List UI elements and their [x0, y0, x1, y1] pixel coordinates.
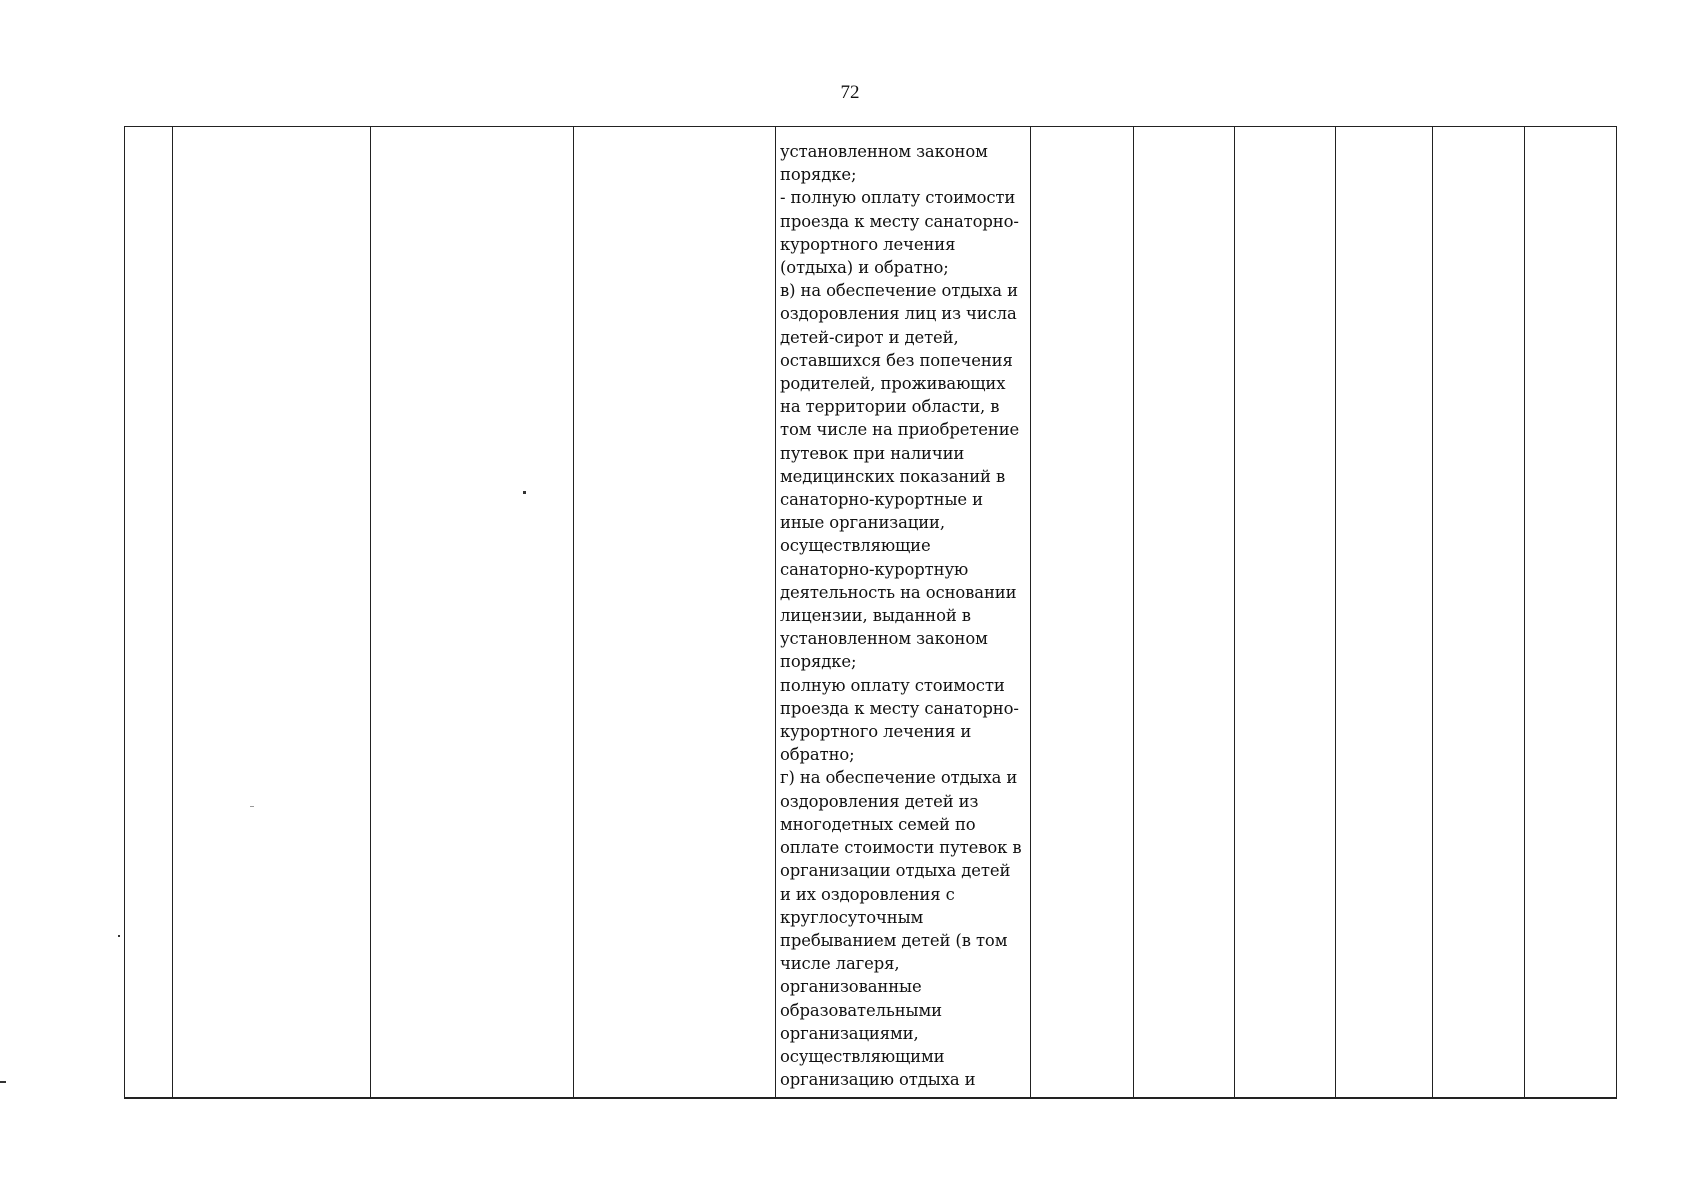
column-divider-9	[1432, 126, 1433, 1099]
scan-speck	[118, 935, 120, 937]
text-line: иные организации,	[780, 513, 945, 533]
text-line: лицензии, выданной в	[780, 606, 971, 626]
text-line: полную оплату стоимости	[780, 675, 1005, 695]
text-line: проезда к месту санаторно-	[780, 698, 1019, 718]
column-divider-8	[1335, 126, 1336, 1099]
column-divider-3	[573, 126, 574, 1099]
text-line: образовательными	[780, 1000, 942, 1020]
text-line: числе лагеря,	[780, 954, 900, 974]
text-line: - полную оплату стоимости	[780, 188, 1016, 208]
text-line: том числе на приобретение	[780, 420, 1020, 440]
text-line: родителей, проживающих	[780, 374, 1006, 394]
scan-speck	[250, 806, 254, 807]
text-line: многодетных семей по	[780, 814, 976, 834]
text-line: курортного лечения	[780, 234, 956, 254]
text-line: в) на обеспечение отдыха и	[780, 281, 1018, 301]
table-cell-text	[780, 140, 1030, 1091]
text-line: санаторно-курортные и	[780, 490, 983, 510]
text-line: круглосуточным	[780, 907, 924, 927]
text-line: установленном законом	[780, 629, 988, 649]
text-line: организациями,	[780, 1023, 919, 1043]
scan-mark	[0, 1081, 6, 1083]
text-line: установленном законом	[780, 142, 988, 161]
text-line: проезда к месту санаторно-	[780, 211, 1019, 231]
text-line: пребыванием детей (в том	[780, 930, 1008, 950]
text-line: и их оздоровления с	[780, 884, 955, 904]
text-line: г) на обеспечение отдыха и	[780, 768, 1018, 788]
text-line: курортного лечения и	[780, 722, 972, 742]
scan-speck	[523, 491, 526, 494]
column-divider-1	[172, 126, 173, 1099]
column-divider-4	[775, 126, 776, 1099]
text-line: порядке;	[780, 652, 857, 672]
column-divider-6	[1133, 126, 1134, 1099]
text-line: организованные	[780, 977, 922, 997]
text-line: деятельность на основании	[780, 582, 1017, 602]
text-line: медицинских показаний в	[780, 466, 1006, 486]
column-divider-2	[370, 126, 371, 1099]
text-line: оплате стоимости путевок в	[780, 838, 1022, 858]
text-line: оздоровления лиц из числа	[780, 304, 1017, 324]
text-line: оздоровления детей из	[780, 791, 979, 811]
text-line: оставшихся без попечения	[780, 350, 1013, 370]
text-line: осуществляющими	[780, 1046, 945, 1066]
column-divider-5	[1030, 126, 1031, 1099]
text-line: на территории области, в	[780, 397, 1000, 417]
text-line: обратно;	[780, 745, 855, 765]
column-divider-10	[1524, 126, 1525, 1099]
text-line: (отдыха) и обратно;	[780, 258, 949, 278]
text-line: детей-сирот и детей,	[780, 327, 959, 347]
text-line: порядке;	[780, 165, 857, 185]
text-line: путевок при наличии	[780, 443, 965, 463]
text-line: санаторно-курортную	[780, 559, 969, 579]
text-line: осуществляющие	[780, 536, 931, 556]
page-number: 72	[840, 82, 860, 103]
text-line: организацию отдыха и	[780, 1070, 976, 1090]
column-divider-7	[1234, 126, 1235, 1099]
text-line: организации отдыха детей	[780, 861, 1011, 881]
